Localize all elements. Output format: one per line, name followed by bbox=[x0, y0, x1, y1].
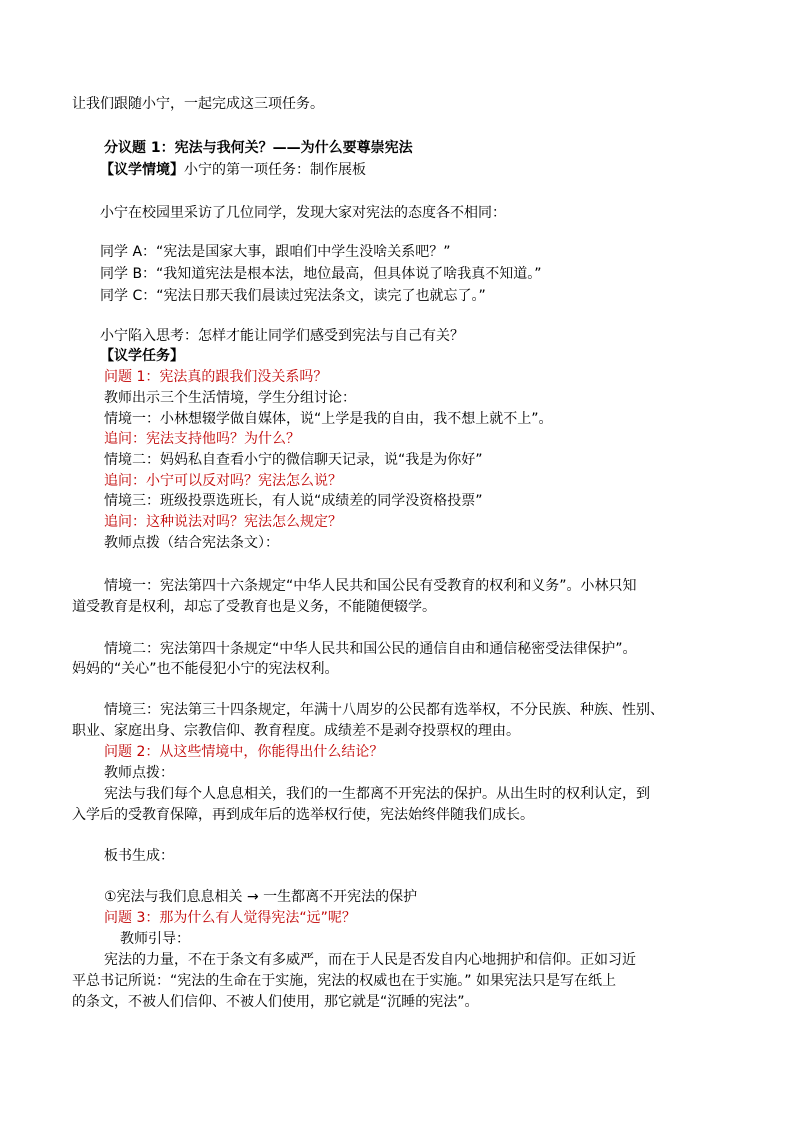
comment-2-line-1: 情境二：宪法第四十条规定“中华人民共和国公民的通信自由和通信秘密受法律保护”。 bbox=[104, 641, 637, 657]
comment-3-line-2: 职业、家庭出身、宗教信仰、教育程度。成绩差不是剥夺投票权的理由。 bbox=[72, 723, 520, 739]
teacher-point-label: 教师点拨： bbox=[104, 765, 174, 781]
board-item-1: ①宪法与我们息息相关 → 一生都离不开宪法的保护 bbox=[104, 889, 418, 905]
scenario-1: 情境一：小林想辍学做自媒体，说“上学是我的自由，我不想上就不上”。 bbox=[104, 411, 553, 427]
task-tag: 【议学任务】 bbox=[100, 348, 184, 364]
question-1: 问题 1：宪法真的跟我们没关系吗？ bbox=[104, 369, 328, 385]
follow-up-1: 追问：宪法支持他吗？为什么？ bbox=[104, 431, 300, 447]
guide-line-3: 的条文，不被人们信仰、不被人们使用，那它就是“沉睡的宪法”。 bbox=[72, 994, 479, 1010]
teacher-shows-text: 教师出示三个生活情境，学生分组讨论： bbox=[104, 390, 356, 406]
question-3: 问题 3：那为什么有人觉得宪法“远”呢？ bbox=[104, 910, 356, 926]
topic1-heading: 分议题 1：宪法与我何关？——为什么要尊崇宪法 bbox=[104, 140, 413, 156]
comment-1-line-1: 情境一：宪法第四十六条规定“中华人民共和国公民有受教育的权利和义务”。小林只知 bbox=[104, 578, 637, 594]
situation-tag: 【议学情境】 bbox=[100, 162, 184, 178]
student-a-quote: 同学 A：“宪法是国家大事，跟咱们中学生没啥关系吧？” bbox=[100, 244, 451, 260]
intro-line: 让我们跟随小宁，一起完成这三项任务。 bbox=[72, 96, 324, 112]
reflection-text: 小宁陷入思考：怎样才能让同学们感受到宪法与自己有关？ bbox=[100, 328, 464, 344]
scenario-2: 情境二：妈妈私自查看小宁的微信聊天记录，说“我是为你好” bbox=[104, 452, 483, 468]
student-b-quote: 同学 B：“我知道宪法是根本法，地位最高，但具体说了啥我真不知道。” bbox=[100, 266, 542, 282]
scenario-3: 情境三：班级投票选班长，有人说“成绩差的同学没资格投票” bbox=[104, 493, 483, 509]
teacher-guide-label: 教师引导： bbox=[120, 931, 190, 947]
follow-up-3: 追问：这种说法对吗？宪法怎么规定？ bbox=[104, 514, 342, 530]
comment-3-line-1: 情境三：宪法第三十四条规定，年满十八周岁的公民都有选举权，不分民族、种族、性别、 bbox=[104, 702, 664, 718]
situation-line bbox=[100, 160, 366, 180]
comment-1-line-2: 道受教育是权利，却忘了受教育也是义务，不能随便辍学。 bbox=[72, 599, 436, 615]
situation-text: 小宁的第一项任务：制作展板 bbox=[184, 162, 366, 178]
question-2: 问题 2：从这些情境中，你能得出什么结论？ bbox=[104, 744, 384, 760]
conclusion-line-1: 宪法与我们每个人息息相关，我们的一生都离不开宪法的保护。从出生时的权利认定，到 bbox=[104, 786, 650, 802]
survey-text: 小宁在校园里采访了几位同学，发现大家对宪法的态度各不相同： bbox=[100, 205, 506, 221]
follow-up-2: 追问：小宁可以反对吗？宪法怎么说？ bbox=[104, 473, 342, 489]
guide-line-2: 平总书记所说：“宪法的生命在于实施，宪法的权威也在于实施。” 如果宪法只是写在纸上 bbox=[72, 973, 616, 989]
guide-line-1: 宪法的力量，不在于条文有多威严，而在于人民是否发自内心地拥护和信仰。正如习近 bbox=[104, 952, 636, 968]
teacher-comment-label: 教师点拨（结合宪法条文）： bbox=[104, 535, 279, 551]
student-c-quote: 同学 C：“宪法日那天我们晨读过宪法条文，读完了也就忘了。” bbox=[100, 288, 486, 304]
board-label: 板书生成： bbox=[104, 848, 174, 864]
comment-2-line-2: 妈妈的“关心”也不能侵犯小宁的宪法权利。 bbox=[72, 661, 339, 677]
conclusion-line-2: 入学后的受教育保障，再到成年后的选举权行使，宪法始终伴随我们成长。 bbox=[72, 807, 534, 823]
